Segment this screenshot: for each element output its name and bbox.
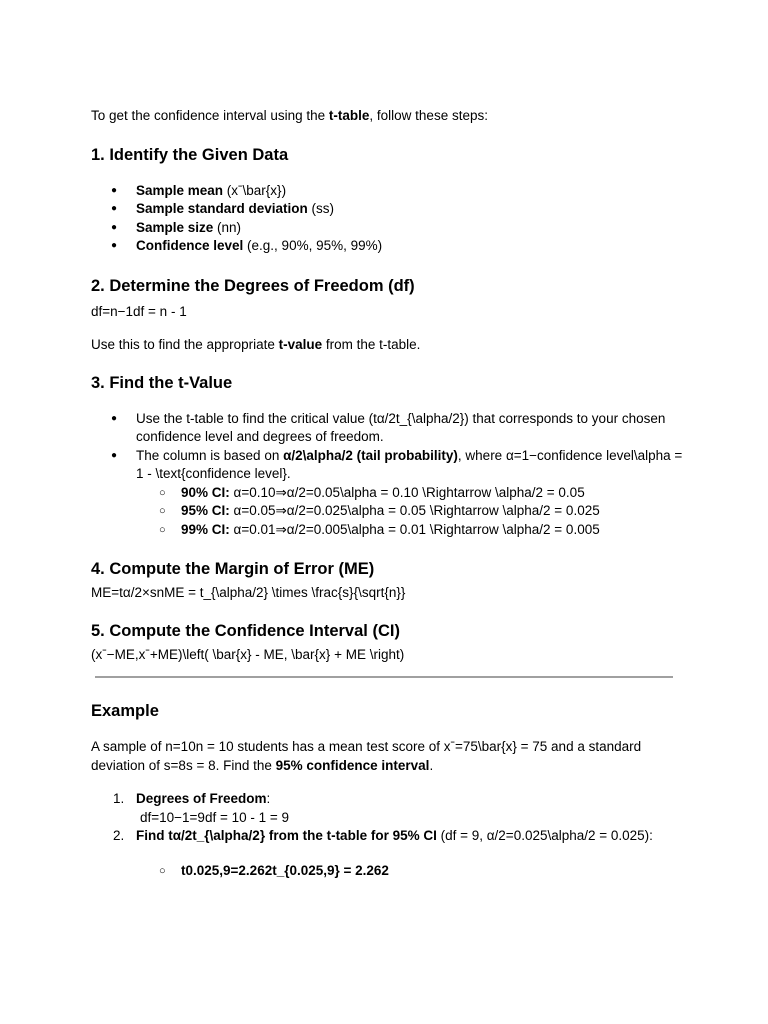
intro-text-end: , follow these steps: bbox=[369, 108, 488, 123]
document-body bbox=[91, 107, 691, 880]
list-item: 2. Find tα/2t_{\alpha/2} from the t-table for 95% CI (df = 9, α/2=0.025\alpha/2 = 0.025): ○ t0.025,9=2.262t_{0.025,9} = 2.262 bbox=[91, 827, 691, 880]
horizontal-divider bbox=[95, 676, 673, 678]
t-value-list bbox=[91, 410, 691, 540]
t-value-result-sublist bbox=[91, 862, 691, 881]
step1-heading: 1. Identify the Given Data bbox=[91, 145, 289, 164]
step4-heading: 4. Compute the Margin of Error (ME) bbox=[91, 560, 375, 578]
given-data-list bbox=[91, 182, 691, 256]
df-formula: df=n−1df = n - 1 bbox=[91, 303, 187, 319]
list-number: 1. bbox=[113, 791, 125, 806]
list-item: ● Sample mean (xˉ\bar{x}) bbox=[91, 182, 691, 201]
step2-heading: 2. Determine the Degrees of Freedom (df) bbox=[91, 276, 415, 295]
step3-heading: 3. Find the t-Value bbox=[91, 373, 233, 392]
sublist-item: ○ 95% CI: α=0.05⇒α/2=0.025\alpha = 0.05 \Rightarrow \alpha/2 = 0.025 bbox=[136, 502, 691, 521]
ci-formula: (xˉ−ME,xˉ+ME)\left( \bar{x} - ME, \bar{x} + ME \right) bbox=[91, 646, 405, 662]
example-heading: Example bbox=[91, 702, 159, 720]
step5-heading: 5. Compute the Confidence Interval (CI) bbox=[91, 621, 400, 640]
list-item: ● Sample standard deviation (ss) bbox=[91, 200, 691, 219]
intro-bold: t-table bbox=[328, 108, 370, 123]
sublist-item: ○ 90% CI: α=0.10⇒α/2=0.05\alpha = 0.10 \Rightarrow \alpha/2 = 0.05 bbox=[136, 484, 691, 503]
list-item: ● Use the t-table to find the critical value (tα/2t_{\alpha/2}) that corresponds to your chosen confidence level and degrees of freedom. bbox=[91, 410, 691, 447]
me-formula: ME=tα/2×snME = t_{\alpha/2} \times \frac{s}{\sqrt{n}} bbox=[91, 585, 406, 600]
intro-text: To get the confidence interval using the bbox=[91, 108, 329, 123]
intro-paragraph bbox=[91, 107, 691, 126]
list-number: 2. bbox=[113, 828, 125, 843]
list-item: 1. Degrees of Freedom: df=10−1=9df = 10 - 1 = 9 bbox=[113, 791, 290, 825]
ci-alpha-sublist bbox=[136, 484, 691, 540]
list-item: ● Sample size (nn) bbox=[91, 219, 691, 238]
sublist-item: ○ t0.025,9=2.262t_{0.025,9} = 2.262 bbox=[136, 862, 691, 881]
example-steps-list bbox=[91, 790, 691, 880]
sublist-item: ○ 99% CI: α=0.01⇒α/2=0.005\alpha = 0.01 \Rightarrow \alpha/2 = 0.005 bbox=[136, 521, 691, 540]
df-calculation: df=10−1=9df = 10 - 1 = 9 bbox=[140, 809, 290, 825]
list-item: ● Confidence level (e.g., 90%, 95%, 99%) bbox=[91, 237, 691, 256]
use-t-value-paragraph: Use this to find the appropriate t-value from the t-table. bbox=[91, 337, 421, 352]
list-item: ● The column is based on α/2\alpha/2 (tail probability), where α=1−confidence level\alpha = 1 - \text{confidence level}. ○ 90% CI: α=0.10⇒α/2=0.05\alpha = 0.10 \Rightarrow \alpha/2 = 0.05 ○ 95% CI: α=0.05⇒α/2=0.025\alpha = 0.05 \Rightarrow \alpha/2 = 0.025 ○ 99% CI: α=0.01⇒α/2=0.005\alpha = 0.01 \Rightarrow \alpha/2 = 0.005 bbox=[91, 447, 691, 540]
example-paragraph: A sample of n=10n = 10 students has a mean test score of xˉ=75\bar{x} = 75 and a standard deviation of s=8s = 8. Find the 95% confidence interval. bbox=[91, 739, 642, 773]
